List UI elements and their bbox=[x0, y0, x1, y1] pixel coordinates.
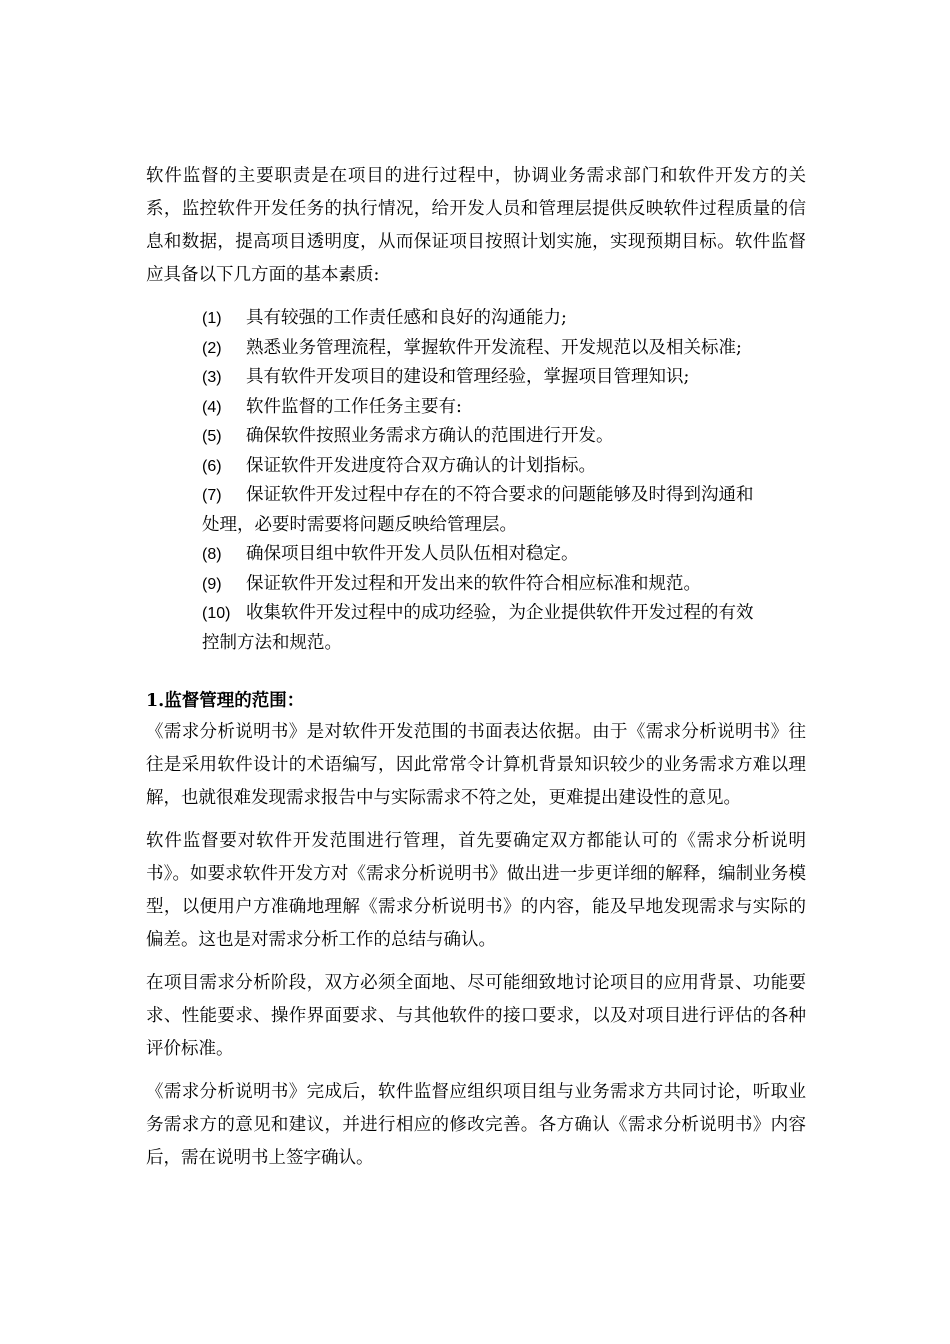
list-item bbox=[202, 393, 806, 423]
list-item bbox=[202, 363, 806, 393]
list-number: (8) bbox=[202, 546, 222, 563]
list-item bbox=[202, 540, 806, 570]
body-paragraph: 软件监督要对软件开发范围进行管理，首先要确定双方都能认可的《需求分析说明书》。如要求软件开发方对《需求分析说明书》做出进一步更详细的解释，编制业务模型，以便用户方准确地理解《需求分析说明书》的内容，能及早地发现需求与实际的偏差。这也是对需求分析工作的总结与确认。 bbox=[146, 831, 806, 950]
list-text: 具有软件开发项目的建设和管理经验，掌握项目管理知识; bbox=[246, 367, 690, 387]
list-item bbox=[202, 570, 806, 600]
list-item bbox=[202, 481, 806, 540]
list-text: 具有较强的工作责任感和良好的沟通能力; bbox=[246, 308, 567, 328]
list-number: (9) bbox=[202, 575, 222, 593]
list-text: 保证软件开发进度符合双方确认的计划指标。 bbox=[246, 455, 596, 476]
intro-paragraph: 软件监督的主要职责是在项目的进行过程中，协调业务需求部门和软件开发方的关系，监控软件开发任务的执行情况，给开发人员和管理层提供反映软件过程质量的信息和数据，提高项目透明度，从而保证项目按照计划实施，实现预期目标。软件监督应具备以下几方面的基本素质: bbox=[146, 166, 806, 285]
list-number: (7) bbox=[202, 487, 222, 504]
list-text: 保证软件开发过程和开发出来的软件符合相应标准和规范。 bbox=[246, 573, 701, 594]
list-number: (2) bbox=[202, 339, 222, 357]
list-item bbox=[202, 599, 806, 658]
list-number: (10) bbox=[202, 605, 231, 622]
list-item bbox=[202, 304, 806, 334]
list-text-continuation: 处理，必要时需要将问题反映给管理层。 bbox=[202, 514, 517, 535]
document-page bbox=[146, 160, 806, 1175]
list-text: 收集软件开发过程中的成功经验，为企业提供软件开发过程的有效 bbox=[246, 603, 754, 623]
body-paragraph: 《需求分析说明书》完成后，软件监督应组织项目组与业务需求方共同讨论，听取业务需求方的意见和建议，并进行相应的修改完善。各方确认《需求分析说明书》内容后，需在说明书上签字确认。 bbox=[146, 1082, 806, 1168]
list-text: 软件监督的工作任务主要有: bbox=[246, 396, 462, 417]
body-paragraph: 在项目需求分析阶段，双方必须全面地、尽可能细致地讨论项目的应用背景、功能要求、性能要求、操作界面要求、与其他软件的接口要求，以及对项目进行评估的各种评价标准。 bbox=[146, 973, 806, 1059]
list-text: 熟悉业务管理流程，掌握软件开发流程、开发规范以及相关标准; bbox=[246, 337, 742, 358]
list-text-continuation: 控制方法和规范。 bbox=[202, 632, 342, 653]
list-item bbox=[202, 452, 806, 482]
list-item bbox=[202, 422, 806, 452]
list-number: (1) bbox=[202, 310, 222, 327]
body-paragraph: 《需求分析说明书》是对软件开发范围的书面表达依据。由于《需求分析说明书》往往是采用软件设计的术语编写，因此常常令计算机背景知识较少的业务需求方难以理解，也就很难发现需求报告中与实际需求不符之处，更难提出建设性的意见。 bbox=[146, 722, 806, 808]
list-number: (5) bbox=[202, 428, 222, 445]
list-item bbox=[202, 334, 806, 364]
qualities-list bbox=[146, 304, 806, 658]
section-heading: 1.监督管理的范围： bbox=[146, 691, 305, 711]
list-number: (4) bbox=[202, 398, 222, 416]
list-number: (3) bbox=[202, 369, 222, 386]
list-text: 确保软件按照业务需求方确认的范围进行开发。 bbox=[246, 426, 614, 446]
list-text: 保证软件开发过程中存在的不符合要求的问题能够及时得到沟通和 bbox=[246, 485, 754, 505]
list-number: (6) bbox=[202, 457, 222, 475]
list-text: 确保项目组中软件开发人员队伍相对稳定。 bbox=[246, 544, 579, 564]
